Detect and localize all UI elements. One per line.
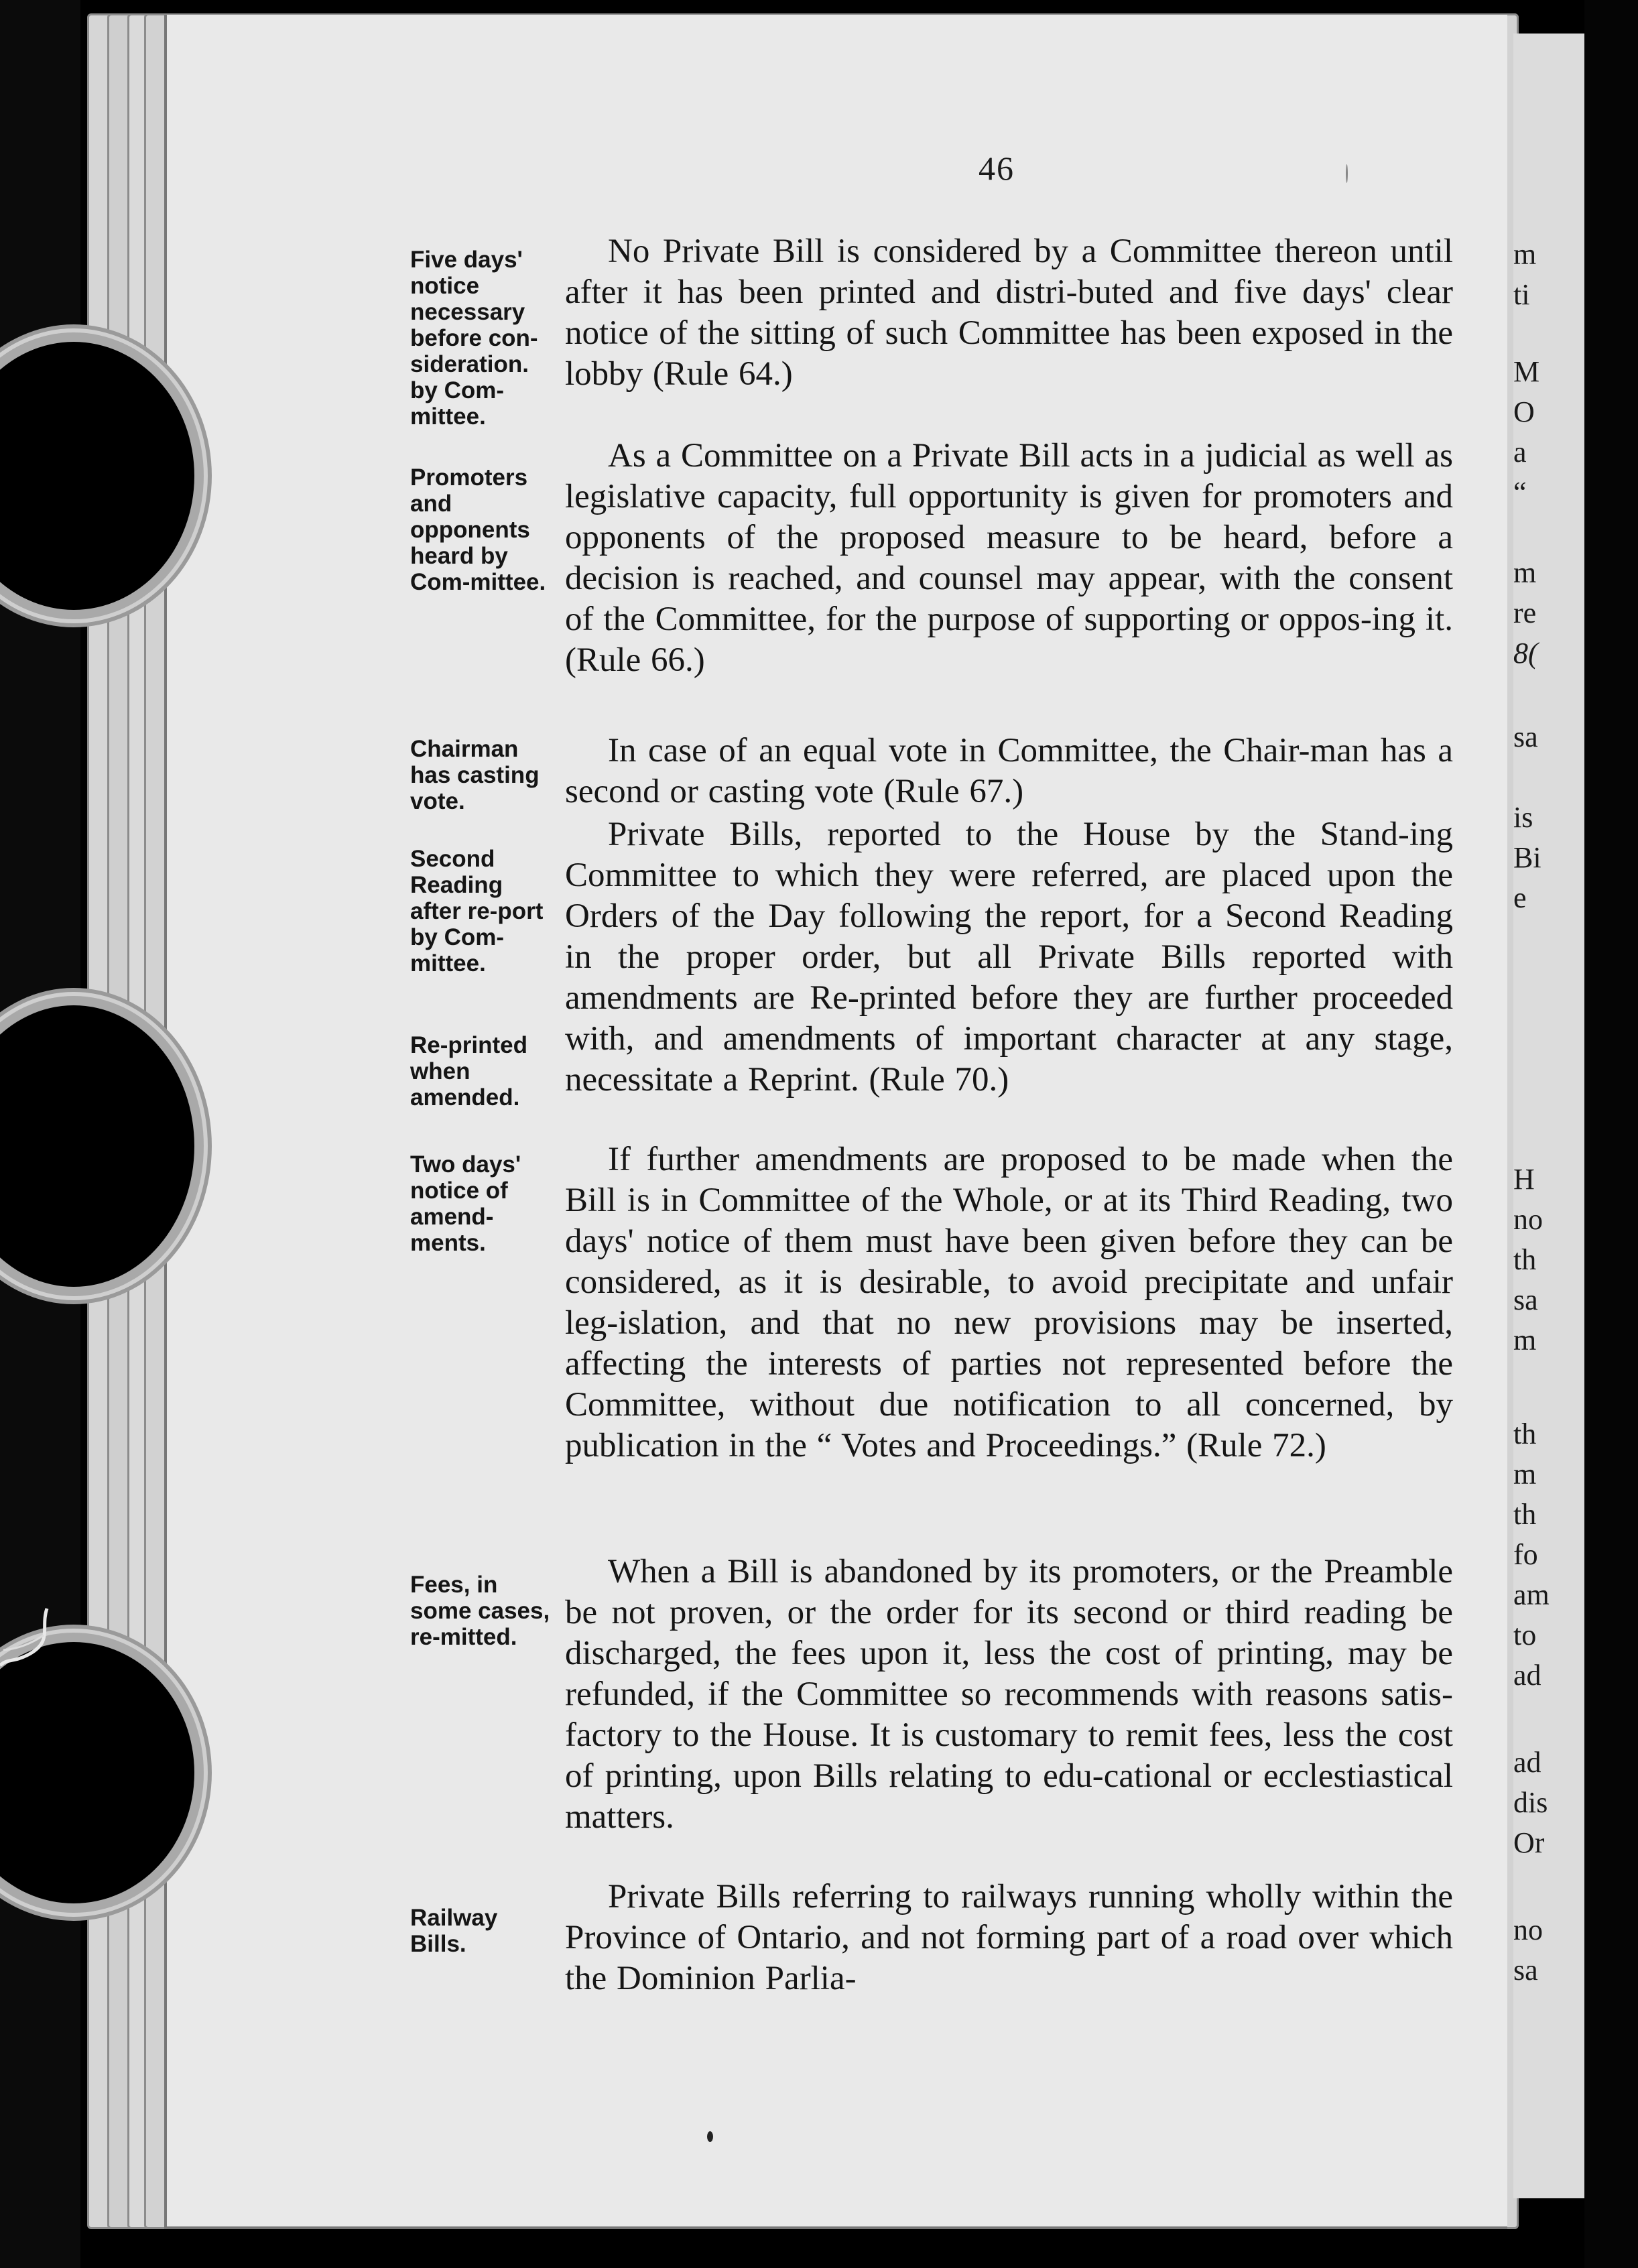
facing-fragment: ad (1513, 1746, 1541, 1779)
facing-fragment: th (1513, 1243, 1537, 1276)
facing-fragment: sa (1513, 1283, 1538, 1316)
facing-fragment: e (1513, 881, 1527, 914)
facing-fragment: sa (1513, 720, 1538, 753)
facing-fragment: m (1513, 238, 1537, 271)
facing-fragment: ti (1513, 278, 1530, 311)
facing-fragment: th (1513, 1418, 1537, 1450)
facing-fragment: O (1513, 395, 1535, 428)
facing-fragment: no (1513, 1203, 1543, 1236)
scan-artifact (0, 1602, 60, 1676)
facing-fragment: sa (1513, 1954, 1538, 1987)
facing-fragment: “ (1513, 476, 1527, 509)
ink-speck (1346, 164, 1348, 183)
body-paragraph (565, 436, 1453, 681)
body-paragraph (565, 731, 1453, 812)
margin-note: Re-printed when amended. (410, 1032, 527, 1111)
body-paragraph (565, 1877, 1453, 1999)
margin-note: Five days' notice necessary before con-sideration. by Com-mittee. (410, 247, 538, 430)
paragraph-text: Private Bills, reported to the House by the Stand-ing Committee to which they were referred, are placed upon the Orders of the Day following the report, for a Second Reading in the proper order, but all Private Bills reported with amendments are Re-printed before they are further proceeded with, and amendments of important character at any stage, necessitate a Reprint. (Rule 70.) (565, 816, 1453, 1098)
paragraph-text: When a Bill is abandoned by its promoters, or the Preamble be not proven, or the order for its second or third reading be discharged, the fees upon it, less the cost of printing, may be refunded, if the Committee so recommends with reasons satis-factory to the House. It is customary to remit fees, less the cost of printing, upon Bills relating to edu-cational or ecclestiastical matters. (565, 1553, 1453, 1836)
margin-note: Chairman has casting vote. (410, 736, 540, 814)
facing-page-edge (1513, 34, 1587, 2198)
facing-fragment: Or (1513, 1826, 1545, 1859)
facing-fragment: 8( (1513, 637, 1538, 670)
ink-speck (707, 2131, 713, 2142)
margin-note: Railway Bills. (410, 1905, 498, 1957)
body-paragraph (565, 1139, 1453, 1466)
paragraph-text: If further amendments are proposed to be made when the Bill is in Committee of the Whole, or at its Third Reading, two days' notice of them must have been given before they can be considered, as it is desirable, to avoid precipitate and unfair leg-islation, and that no new provisions may be inserted, affecting the interests of parties not represented before the Committee, without due notification to all concerned, by publication in the “ Votes and Proceedings.” (Rule 72.) (565, 1141, 1453, 1464)
facing-fragment: M (1513, 355, 1540, 388)
facing-fragment: dis (1513, 1786, 1548, 1819)
margin-note: Promoters and opponents heard by Com-mittee. (410, 464, 546, 595)
body-paragraph (565, 231, 1453, 395)
facing-fragment: H (1513, 1163, 1535, 1196)
facing-fragment: m (1513, 556, 1537, 589)
facing-fragment: th (1513, 1498, 1537, 1531)
paragraph-text: No Private Bill is considered by a Committee thereon until after it has been printed and distri-buted and five days' clear notice of the sitting of such Committee has been exposed in the lobby (Rule 64.) (565, 233, 1453, 393)
facing-fragment: to (1513, 1619, 1537, 1651)
margin-note: Fees, in some cases, re-mitted. (410, 1572, 550, 1650)
scan-border-right (1584, 0, 1638, 2268)
facing-fragment: fo (1513, 1538, 1538, 1571)
facing-fragment: no (1513, 1913, 1543, 1946)
paragraph-text: As a Committee on a Private Bill acts in a judicial as well as legislative capacity, full opportunity is given for promoters and opponents of the proposed measure to be heard, before a decision is reached, and counsel may appear, with the consent of the Committee, for the purpose of supporting or oppos-ing it. (Rule 66.) (565, 437, 1453, 679)
page-number: 46 (979, 149, 1015, 187)
facing-fragment: re (1513, 596, 1537, 629)
facing-fragment: ad (1513, 1659, 1541, 1692)
margin-note: Two days' notice of amend-ments. (410, 1151, 521, 1256)
facing-fragment: m (1513, 1324, 1537, 1357)
paragraph-text: Private Bills referring to railways running wholly within the Province of Ontario, and not forming part of a road over which the Dominion Parlia- (565, 1878, 1453, 1997)
facing-fragment: Bi (1513, 841, 1541, 874)
facing-fragment: m (1513, 1458, 1537, 1491)
facing-fragment: a (1513, 436, 1527, 468)
margin-note: Second Reading after re-port by Com-mittee. (410, 846, 544, 976)
facing-fragment: is (1513, 801, 1533, 834)
body-paragraph (565, 1552, 1453, 1838)
paragraph-text: In case of an equal vote in Committee, the Chair-man has a second or casting vote (Rule 67.) (565, 732, 1453, 810)
body-paragraph (565, 814, 1453, 1100)
facing-fragment: am (1513, 1578, 1550, 1611)
